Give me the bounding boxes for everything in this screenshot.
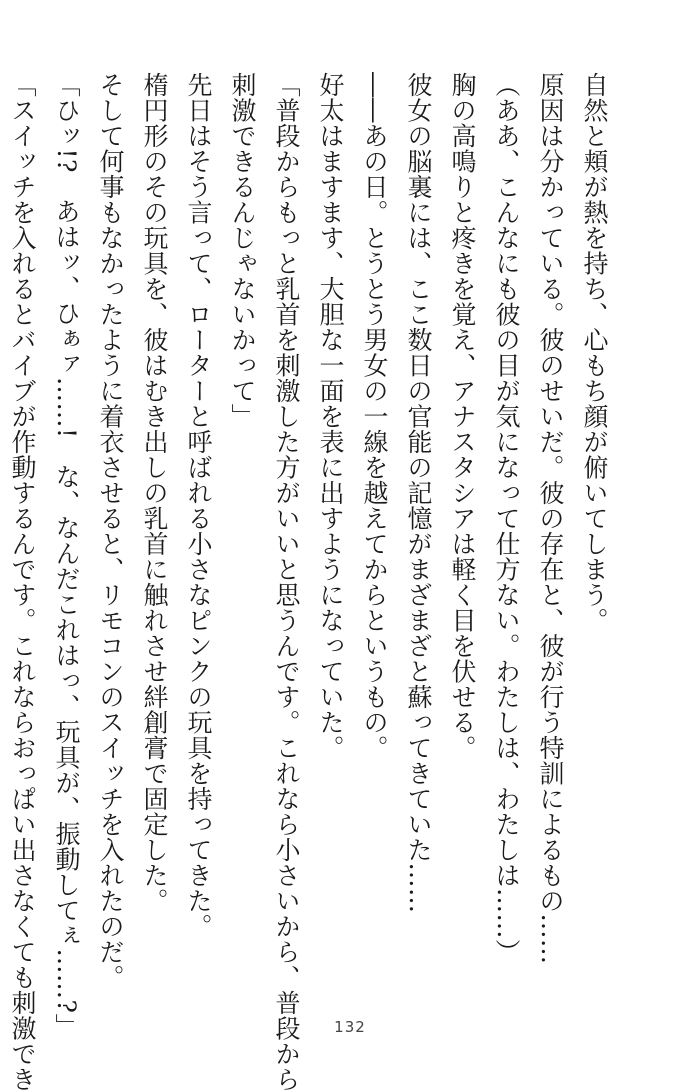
- text-line: 胸の高鳴りと疼きを覚え、アナスタシアは軽く目を伏せる。: [448, 72, 477, 761]
- page-number: 132: [334, 1018, 366, 1036]
- text-line: 先日はそう言って、ローターと呼ばれる小さなピンクの玩具を持ってきた。: [184, 72, 213, 939]
- text-line: 好太はますます、大胆な一面を表に出すようになっていた。: [316, 72, 345, 761]
- text-line: そして何事もなかったように着衣させると、リモコンのスイッチを入れたのだ。: [96, 72, 125, 990]
- text-line: ――あの日。とうとう男女の一線を越えてからというもの。: [360, 72, 389, 761]
- text-line: 刺激できるんじゃないかって」: [228, 72, 257, 429]
- text-line: （ああ、こんなにも彼の目が気になって仕方ない。わたしは、わたしは……）: [492, 72, 521, 965]
- text-line: 楕円形のその玩具を、彼はむき出しの乳首に触れさせ絆創膏で固定した。: [140, 72, 169, 914]
- text-line: 彼女の脳裏には、ここ数日の官能の記憶がまざまざと蘇ってきていた……: [404, 72, 433, 914]
- text-line: 自然と頬が熱を持ち、心もち顔が俯いてしまう。: [580, 72, 609, 633]
- text-line: 「スイッチを入れるとバイブが作動するんです。これならおっぱい出さなくても刺激でき: [8, 72, 37, 1092]
- text-line: 「ひッ!? あはッ、ひぁァ……! な、なんだこれはっ、玩具が、振動してぇ……?」: [52, 72, 81, 1039]
- text-line: 「普段からもっと乳首を刺激した方がいいと思うんです。これなら小さいから、普段から: [272, 72, 301, 1092]
- text-line: 原因は分かっている。彼のせいだ。彼の存在と、彼が行う特訓によるもの……: [536, 72, 565, 965]
